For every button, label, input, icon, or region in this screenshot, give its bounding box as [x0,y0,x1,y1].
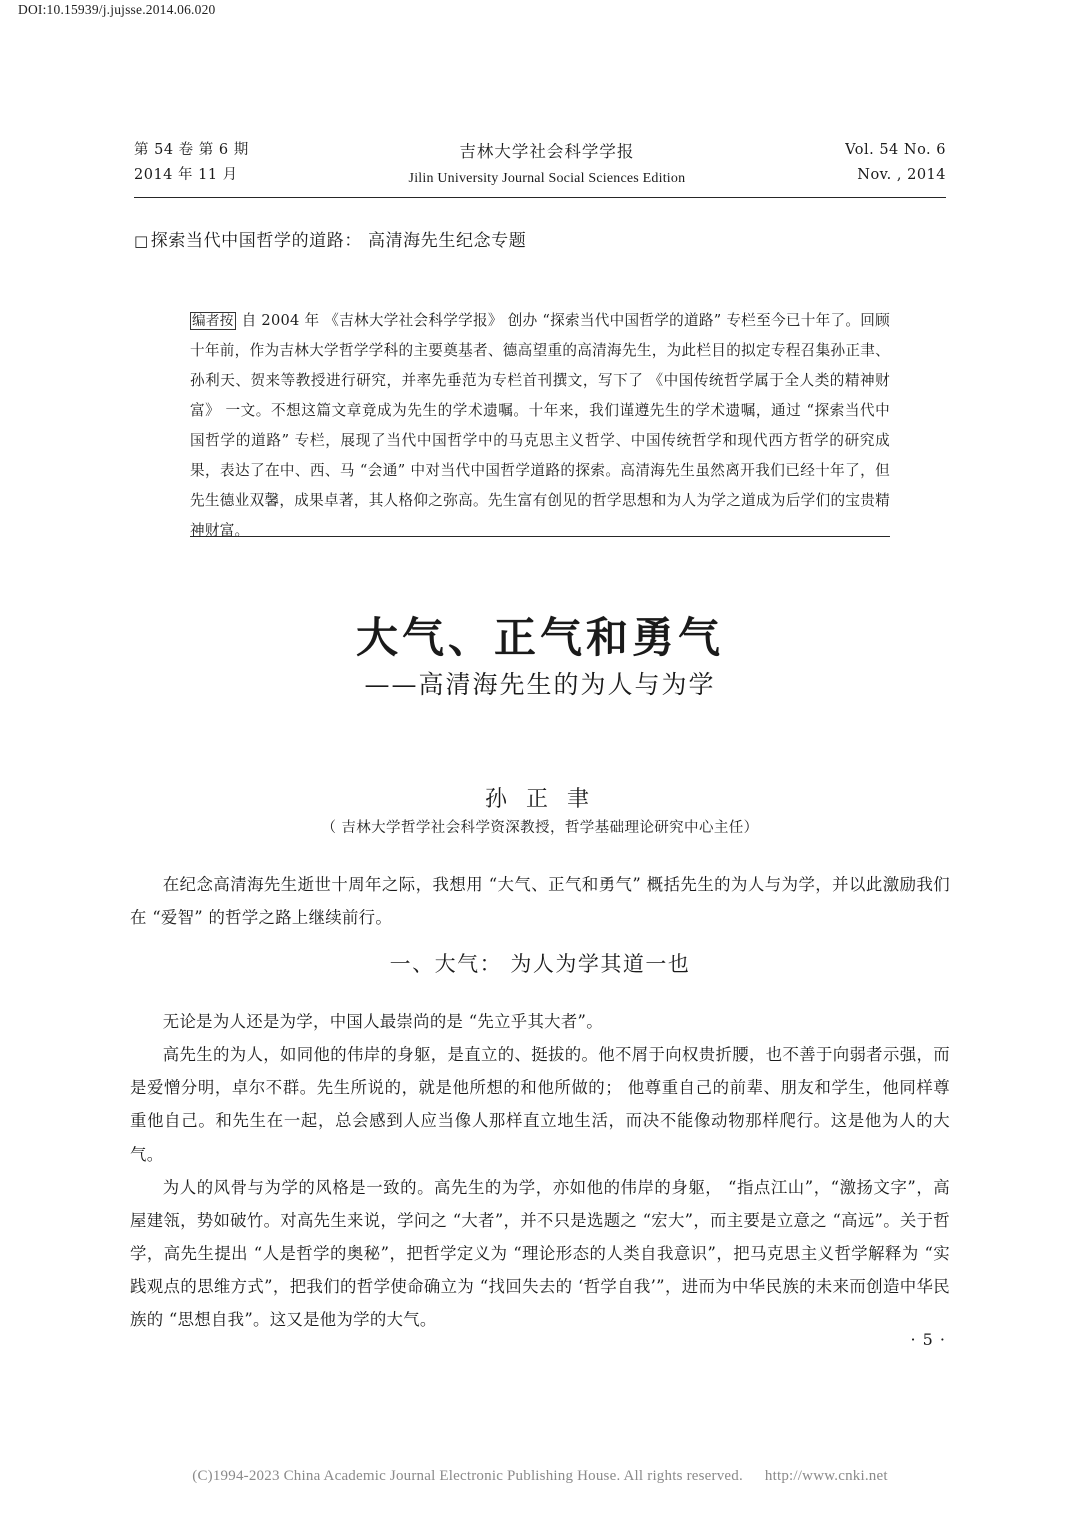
square-bullet-icon: □ [134,232,149,250]
masthead-date-en: Nov. , 2014 [857,167,946,184]
article-lead-paragraph [130,868,950,934]
masthead-volume-info-en [845,138,946,189]
article-subtitle: ——高清海先生的为人与为学 [364,670,716,699]
paragraph: 为人的风骨与为学的风格是一致的。高先生的为学，亦如他的伟岸的身躯， “指点江山”，“激扬文字”，高屋建瓴，势如破竹。对高先生来说，学问之 “大者”，并不只是选题之 “宏大”，而主要是立意之 “高远”。关于哲学，高先生提出 “人是哲学的奥秘”，把哲学定义为 “理论形态的人类自我意识”，把马克思主义哲学解释为 “实践观点的思维方式”，把我们的哲学使命确立为 “找回失去的 ‘哲学自我’”，进而为中华民族的未来而创造中华民族的 “思想自我”。这又是他为学的大气。 [130,1177,950,1330]
author-affiliation: （ 吉林大学哲学社会科学资深教授，哲学基础理论研究中心主任） [321,820,759,836]
section-heading-1: 一、大气： 为人为学其道一也 [389,952,691,976]
masthead-volume-info [134,138,249,189]
masthead-journal-name [249,138,845,191]
masthead-volume-issue-en: Vol. 54 No. 6 [845,142,946,158]
cnki-url: http://www.cnki.net [764,1468,888,1484]
masthead-volume-issue: 第 54 卷 第 6 期 [134,142,249,158]
paragraph: 高先生的为人，如同他的伟岸的身躯，是直立的、挺拔的。他不屑于向权贵折腰，也不善于向弱者示强，而是爱憎分明，卓尔不群。先生所说的，就是他所想的和他所做的； 他尊重自己的前辈、朋友和学生，他同样尊重他自己。和先生在一起，总会感到人应当像人那样直立地生活，而决不能像动物那样爬行。这是他为人的大气。 [130,1045,950,1164]
column-heading-text: 探索当代中国哲学的道路： 高清海先生纪念专题 [150,231,527,251]
masthead-date-cn: 2014 年 11 月 [134,167,238,184]
masthead [134,138,946,198]
editors-note [190,306,890,547]
copyright-text: (C)1994-2023 China Academic Journal Electronic Publishing House. All rights reserved. [192,1468,743,1484]
journal-name-cn: 吉林大学社会科学学报 [459,142,635,161]
editors-note-label: 编者按 [192,313,234,329]
author-name: 孙 正 聿 [485,787,595,812]
paragraph: 无论是为人还是为学，中国人最崇尚的是 “先立乎其大者”。 [162,1012,603,1031]
doi-line: DOI:10.15939/j.jujsse.2014.06.020 [18,2,216,17]
editors-note-text: 自 2004 年 《吉林大学社会科学学报》 创办 “探索当代中国哲学的道路” 专栏至今已十年了。回顾十年前，作为吉林大学哲学学科的主要奠基者、德高望重的高清海先生，为此栏目的拟定专程召集孙正聿、孙利天、贺来等教授进行研究，并率先垂范为专栏首刊撰文，写下了 《中国传统哲学属于全人类的精神财富》 一文。不想这篇文章竟成为先生的学术遗嘱。十年来，我们谨遵先生的学术遗嘱，通过 “探索当代中国哲学的道路” 专栏，展现了当代中国哲学中的马克思主义哲学、中国传统哲学和现代西方哲学的研究成果，表达了在中、西、马 “会通” 中对当代中国哲学道路的探索。高清海先生虽然离开我们已经十年了，但先生德业双馨，成果卓著，其人格仰之弥高。先生富有创见的哲学思想和为人为学之道成为后学们的宝贵精神财富。 [190,312,891,540]
page-number: · 5 · [910,1330,946,1349]
column-heading [134,226,526,251]
section-1-body [130,1005,950,1336]
editors-note-divider [190,536,890,537]
paragraph: 在纪念高清海先生逝世十周年之际，我想用 “大气、正气和勇气” 概括先生的为人与为学，并以此激励我们在 “爱智” 的哲学之路上继续前行。 [130,875,950,928]
article-title: 大气、正气和勇气 [355,613,724,662]
footer-copyright [0,1468,1080,1485]
journal-name-en: Jilin University Journal Social Sciences Edition [408,170,686,186]
